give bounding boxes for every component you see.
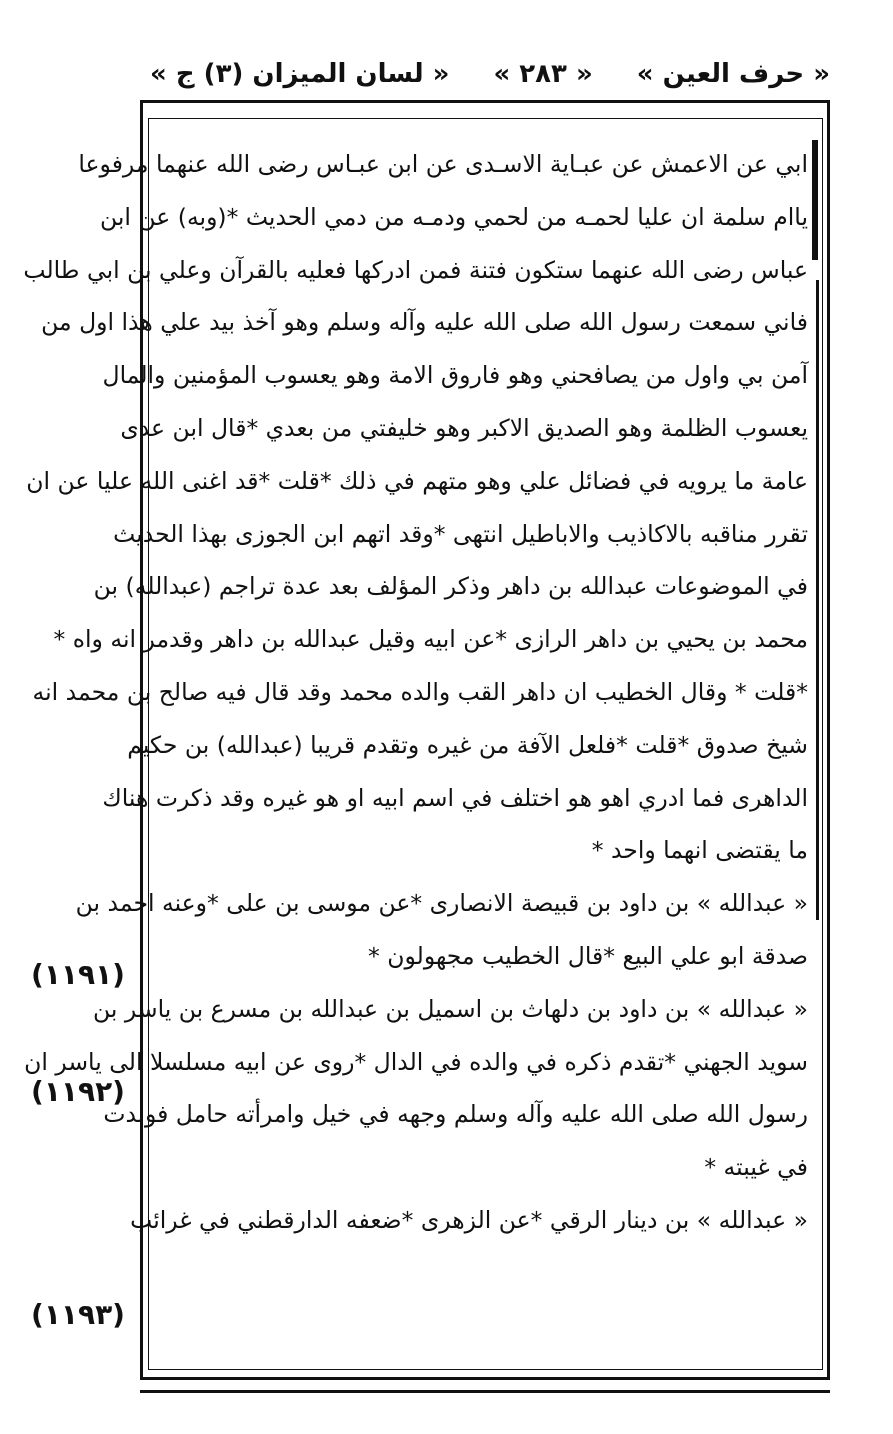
header-chapter: « حرف العين » <box>637 59 830 89</box>
text-line: رسول الله صلى الله عليه وآله وسلم وجهه في خيل وامرأته حامل فولدت <box>103 1100 808 1129</box>
entry-number-1192: (١١٩٢) <box>31 1075 125 1108</box>
text-line: في غيبته * <box>704 1153 808 1182</box>
entry-1192-line: « عبدالله » بن داود بن دلهاث بن اسميل بن عبدالله بن مسرع بن ياسر بن <box>93 994 808 1023</box>
text-line: ياام سلمة ان عليا لحمـه من لحمي ودمـه من دمي الحديث *(وبه) عن ابن <box>99 202 808 231</box>
entry-number-1191: (١١٩١) <box>31 958 125 991</box>
margin-rule-thin <box>816 280 819 920</box>
text-line: آمن بي واول من يصافحني وهو فاروق الامة وهو يعسوب المؤمنين والمال <box>102 361 808 390</box>
text-line: ما يقتضى انهما واحد * <box>591 836 808 865</box>
text-line: شيخ صدوق *قلت *فلعل الآفة من غيره وتقدم قريبا (عبدالله) بن حكيم <box>127 730 808 759</box>
text-line: فاني سمعت رسول الله صلى الله عليه وآله وسلم وهو آخذ بيد علي هذا اول من <box>41 308 808 337</box>
margin-rule-thick <box>812 140 818 260</box>
text-line: في الموضوعات عبدالله بن داهر وذكر المؤلف بعد عدة تراجم (عبدالله) بن <box>93 572 808 601</box>
header-book-title: « لسان الميزان (٣) ج » <box>150 59 449 89</box>
text-line: سويد الجهني *تقدم ذكره في والده في الدال *روى عن ابيه مسلسلا الى ياسر ان <box>24 1047 808 1076</box>
text-line: عامة ما يرويه في فضائل علي وهو متهم في ذلك *قلت *قد اغنى الله عليا عن ان <box>26 466 808 495</box>
text-line: صدقة ابو علي البيع *قال الخطيب مجهولون * <box>368 941 808 970</box>
text-line: الداهرى فما ادري اهو هو اختلف في اسم ابيه او هو غيره وقد ذكرت هناك <box>102 783 808 812</box>
entry-1193-line: « عبدالله » بن دينار الرقي *عن الزهرى *ضعفه الدارقطني في غرائب <box>130 1205 808 1234</box>
entry-1191-line: « عبدالله » بن داود بن قبيصة الانصارى *عن موسى بن على *وعنه احمد بن <box>75 889 808 918</box>
text-line: محمد بن يحيي بن داهر الرازى *عن ابيه وقيل عبدالله بن داهر وقدمر انه واه * <box>53 625 808 654</box>
bottom-rule <box>140 1390 830 1393</box>
text-line: ابي عن الاعمش عن عبـاية الاسـدى عن ابن عبـاس رضى الله عنهما مرفوعا <box>78 150 808 178</box>
header-page-number: « ٢٨٣ » <box>493 59 592 89</box>
text-line: عباس رضى الله عنهما ستكون فتنة فمن ادركها فعليه بالقرآن وعلي بن ابي طالب <box>23 255 808 284</box>
text-line: تقرر مناقبه بالاكاذيب والاباطيل انتهى *وقد اتهم ابن الجوزى بهذا الحديث <box>113 519 808 548</box>
entry-number-1193: (١١٩٣) <box>31 1298 125 1331</box>
text-line: *قلت * وقال الخطيب ان داهر القب والده محمد وقد قال فيه صالح بن محمد انه <box>32 677 808 706</box>
text-line: يعسوب الظلمة وهو الصديق الاكبر وهو خليفتي من بعدي *قال ابن عدى <box>120 413 808 442</box>
running-header <box>150 52 830 96</box>
